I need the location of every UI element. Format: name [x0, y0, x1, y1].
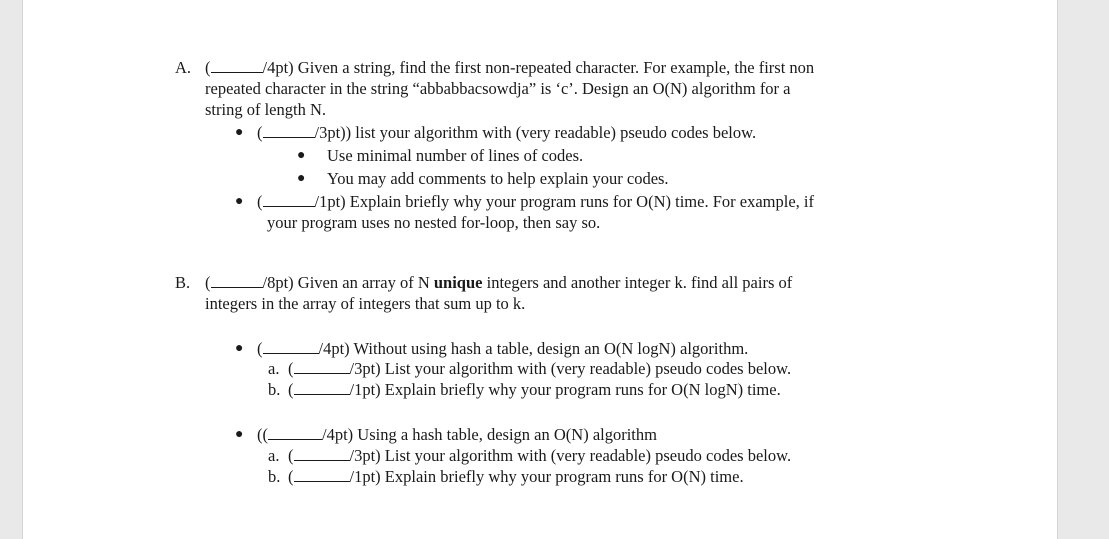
score-blank[interactable]: [263, 339, 319, 354]
section-a-sub-item-1: Use minimal number of lines of codes.: [327, 146, 584, 165]
section-b-marker: B.: [175, 273, 191, 292]
score-blank[interactable]: [211, 58, 263, 73]
section-b-bullet1-item-b: ( /1pt) Explain briefly why your program runs for O(N logN) time.: [288, 380, 781, 399]
score-blank[interactable]: [294, 446, 350, 461]
score-blank[interactable]: [294, 467, 350, 482]
section-b-bullet2: (( /4pt) Using a hash table, design an O(N) algorithm: [257, 425, 657, 444]
section-a-title-line1: ( /4pt) Given a string, find the first non-repeated character. For example, the first non: [205, 58, 815, 77]
score-blank[interactable]: [294, 359, 350, 374]
section-a-title-line2: repeated character in the string “abbabbacsowdja” is ‘c’. Design an O(N) algorithm for a: [205, 79, 791, 98]
section-b-bullet2-item-b: ( /1pt) Explain briefly why your program runs for O(N) time.: [288, 467, 744, 486]
section-b-bullet1-item-a: ( /3pt) List your algorithm with (very readable) pseudo codes below.: [288, 359, 792, 378]
score-blank[interactable]: [263, 123, 315, 138]
section-a-bullet2-line2: your program uses no nested for-loop, then say so.: [267, 213, 601, 232]
bullet-icon: ●: [235, 125, 244, 140]
list-label: b.: [268, 380, 281, 399]
section-b-title-line2: integers in the array of integers that sum up to k.: [205, 294, 526, 313]
document-page: [22, 0, 1058, 539]
list-label: a.: [268, 446, 280, 465]
section-b-title-line1: ( /8pt) Given an array of N unique integers and another integer k. find all pairs of: [205, 273, 793, 292]
score-blank[interactable]: [211, 273, 263, 288]
section-b-bullet2-item-a: ( /3pt) List your algorithm with (very readable) pseudo codes below.: [288, 446, 792, 465]
bullet-icon: ●: [297, 148, 306, 163]
score-blank[interactable]: [268, 425, 322, 440]
list-label: a.: [268, 359, 280, 378]
bullet-icon: ●: [235, 341, 244, 356]
section-a-bullet1: ( /3pt)) list your algorithm with (very readable) pseudo codes below.: [257, 123, 757, 142]
list-label: b.: [268, 467, 281, 486]
bullet-icon: ●: [235, 427, 244, 442]
bullet-icon: ●: [297, 171, 306, 186]
section-b-bullet1: ( /4pt) Without using hash a table, design an O(N logN) algorithm.: [257, 339, 749, 358]
section-a-marker: A.: [175, 58, 192, 77]
section-a-bullet2-line1: ( /1pt) Explain briefly why your program runs for O(N) time. For example, if: [257, 192, 814, 211]
score-blank[interactable]: [294, 380, 350, 395]
section-a-title-line3: string of length N.: [205, 100, 326, 119]
score-blank[interactable]: [263, 192, 315, 207]
section-a-sub-item-2: You may add comments to help explain your codes.: [327, 169, 669, 188]
bullet-icon: ●: [235, 194, 244, 209]
